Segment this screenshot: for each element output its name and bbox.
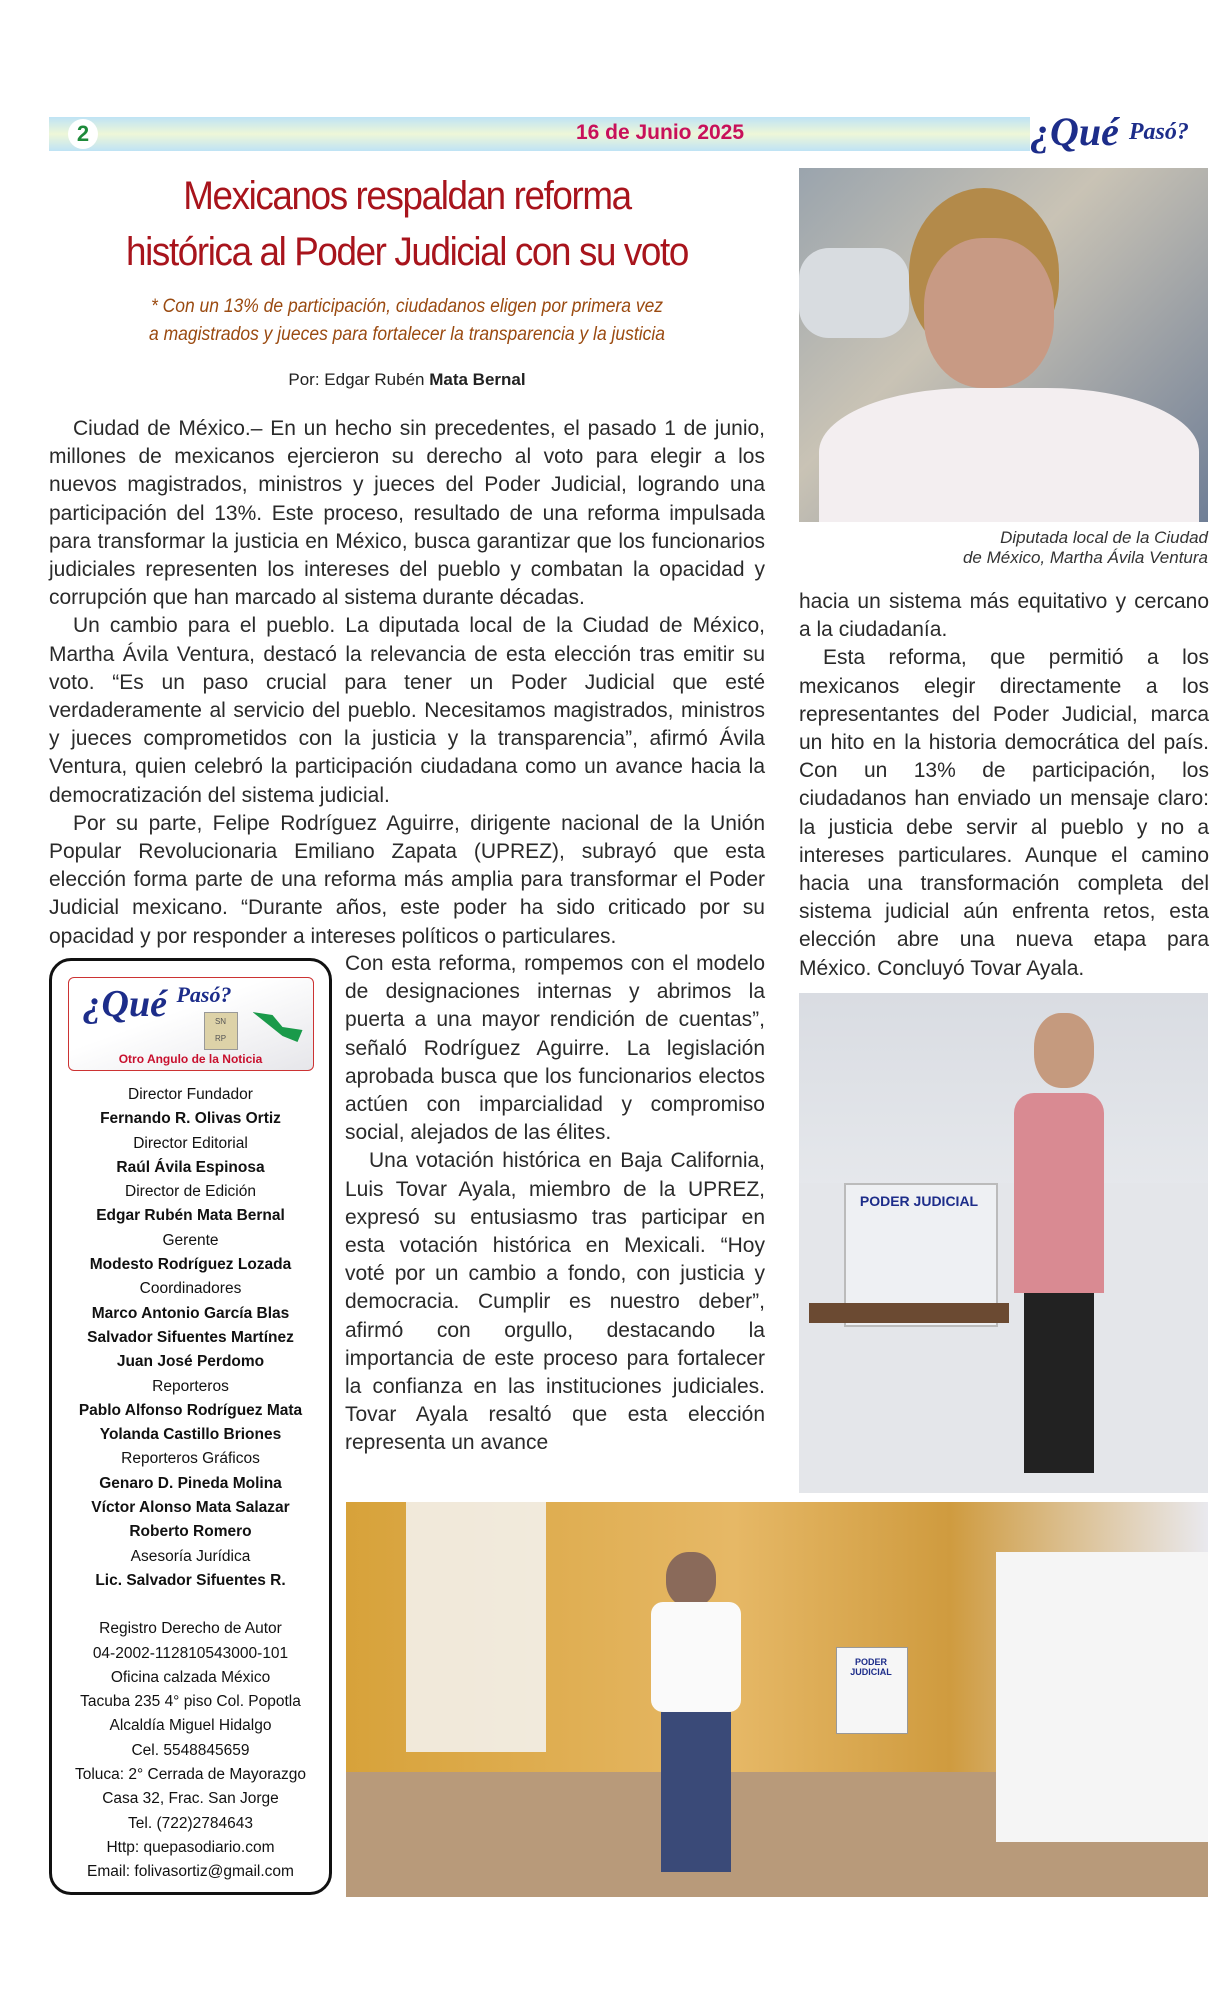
masthead-logo: ¿Qué $^{Pasó?}$ [1030,104,1170,160]
staff-name: Fernando R. Olivas Ortiz [100,1110,281,1128]
subheadline-line2: a magistrados y jueces para fortalecer la transparencia y la justicia [149,324,665,345]
staff-role: Director Fundador [128,1086,253,1103]
dateline: Ciudad de México.– [73,417,263,440]
staff-name: Lic. Salvador Sifuentes R. [95,1571,286,1589]
byline-prefix: Por: Edgar Rubén [288,370,425,389]
contact-info [52,1617,329,1884]
paragraph: Esta reforma, que permitió a los mexicanos elegir directamente a los representantes del Poder Judicial, marca un hito en la historia democrática del país. Con un 13% de participación, los ciudadanos han enviado un mensaje claro: la justicia debe servir al pueblo y no a intereses particulares. Aunque el camino hacia una transformación completa del sistema judicial aún enfrenta retos, esta elección abre una nueva etapa para México. Concluyó Tovar Ayala. [799,646,1209,980]
contact-line: Registro Derecho de Autor [99,1620,282,1638]
staff-name: Edgar Rubén Mata Bernal [96,1207,285,1225]
contact-line: Alcaldía Miguel Hidalgo [109,1717,272,1735]
staff-list [52,1083,329,1593]
photo-ballot-box-voter [799,993,1208,1493]
paragraph: Una votación histórica en Baja California, Luis Tovar Ayala, miembro de la UPREZ, expresó su entusiasmo tras participar en esta votación histórica en Mexicali. “Hoy voté por un cambio a fondo, con justicia y democracia. Cumplir es nuestro deber”, afirmó con orgullo, destacando la importancia de este proceso para fortalecer la confianza en las instituciones judiciales. Tovar Ayala resaltó que esta elección representa un avance [345,1149,765,1455]
subheadline-line1: * Con un 13% de participación, ciudadanos eligen por primera vez [150,296,664,317]
caption-line1: Diputada local de la Ciudad [1000,528,1208,547]
paragraph [49,415,765,612]
staff-name: Víctor Alonso Mata Salazar [91,1499,290,1517]
staff-logo [68,977,314,1071]
staff-name: Juan José Perdomo [116,1353,265,1371]
staff-name: Pablo Alfonso Rodríguez Mata [78,1401,303,1419]
paragraph: hacia un sistema más equitativo y cercano a la ciudadanía. [799,590,1209,642]
photo-martha-avila [799,168,1208,522]
staff-name: Modesto Rodríguez Lozada [89,1256,292,1274]
logo-wordmark: ¿Qué $^{Pasó?}$ [82,982,232,1025]
paragraph: Un cambio para el pueblo. La diputada local de la Ciudad de México, Martha Ávila Ventura, destacó la relevancia de esta elección tras emitir su voto. “Es un paso crucial para tener un Poder Judicial que esté verdaderamente al servicio del pueblo. Necesitamos magistrados, ministros y jueces comprometidos con la justicia y la transparencia”, afirmó Ávila Ventura, quien celebró la participación ciudadana como un avance hacia la democratización del sistema judicial. [49,614,765,807]
contact-line: 04-2002-112810543000-101 [92,1644,289,1662]
photo-caption [799,528,1208,568]
issue-date: 16 de Junio 2025 [575,121,745,144]
paragraph: Con esta reforma, rompemos con el modelo de designaciones internas y abrimos la puerta a una mayor rendición de cuentas”, señaló Rodríguez Aguirre. La legislación aprobada busca que los funcionarios electos actúen con imparcialidad y compromiso social, alejados de las élites. [345,952,765,1145]
contact-line: Cel. 5548845659 [131,1741,250,1759]
contact-line: Tel. (722)2784643 [128,1814,253,1832]
staff-role: Director de Edición [125,1183,256,1201]
contact-line: Toluca: 2° Cerrada de Mayorazgo [74,1766,307,1784]
staff-name: Raúl Ávila Espinosa [116,1158,265,1176]
staff-role: Reporteros Gráficos [121,1450,260,1468]
contact-line: Email: folivasortiz@gmail.com [87,1863,294,1881]
headline-line2: histórica al Poder Judicial con su voto [126,230,688,274]
byline [49,370,765,390]
ballot-box-label: PODER JUDICIAL [859,1193,979,1209]
staff-role: Coordinadores [139,1280,242,1298]
staff-name: Roberto Romero [129,1523,252,1541]
staff-name: Genaro D. Pineda Molina [99,1474,282,1492]
photo-voting-station [346,1502,1208,1897]
article-column-1 [49,415,765,951]
staff-name: Salvador Sifuentes Martínez [87,1328,294,1346]
staff-role: Asesoría Jurídica [130,1547,251,1565]
staff-role: Reporteros [152,1377,229,1395]
article-column-3 [799,588,1209,983]
paragraph: Por su parte, Felipe Rodríguez Aguirre, dirigente nacional de la Unión Popular Revolucionaria Emiliano Zapata (UPREZ), subrayó que esta elección forma parte de una reforma más amplia para transformar el Poder Judicial mexicano. “Durante años, este poder ha sido criticado por su opacidad y por responder a intereses políticos o particulares. [49,811,765,948]
page-number: 2 [68,119,98,149]
staff-directory-box [49,958,332,1895]
staff-role: Gerente [162,1231,219,1249]
headline-line1: Mexicanos respaldan reforma [183,174,631,218]
article-column-2 [345,950,765,1458]
paragraph-text: En un hecho sin precedentes, el pasado 1 de junio, millones de mexicanos ejercieron su derecho al voto para elegir a los nuevos magistrados, ministros y jueces del Poder Judicial, logrando una participación del 13%. Este proceso, resultado de una reforma impulsada para transformar la justicia en México, busca garantizar que los funcionarios judiciales representen los intereses del pueblo y combatan la opacidad y corrupción que han marcado al sistema durante décadas. [49,417,765,610]
contact-line: Tacuba 235 4° piso Col. Popotla [80,1693,301,1711]
ballot-box-label: PODER JUDICIAL [850,1657,892,1677]
headline [78,168,737,280]
contact-line: Oficina calzada México [110,1668,271,1686]
logo-tagline: Otro Angulo de la Noticia [118,1052,263,1066]
contact-line: Http: quepasodiario.com [106,1838,275,1856]
subheadline [78,293,737,349]
staff-name: Yolanda Castillo Briones [99,1426,282,1444]
staff-role: Director Editorial [133,1134,248,1152]
mexico-map-icon [253,1012,303,1042]
caption-line2: de México, Martha Ávila Ventura [962,548,1208,567]
snrp-badge: SN RP [204,1012,238,1050]
contact-line: Casa 32, Frac. San Jorge [102,1790,279,1808]
byline-author: Mata Bernal [429,370,526,389]
staff-name: Marco Antonio García Blas [91,1304,290,1322]
